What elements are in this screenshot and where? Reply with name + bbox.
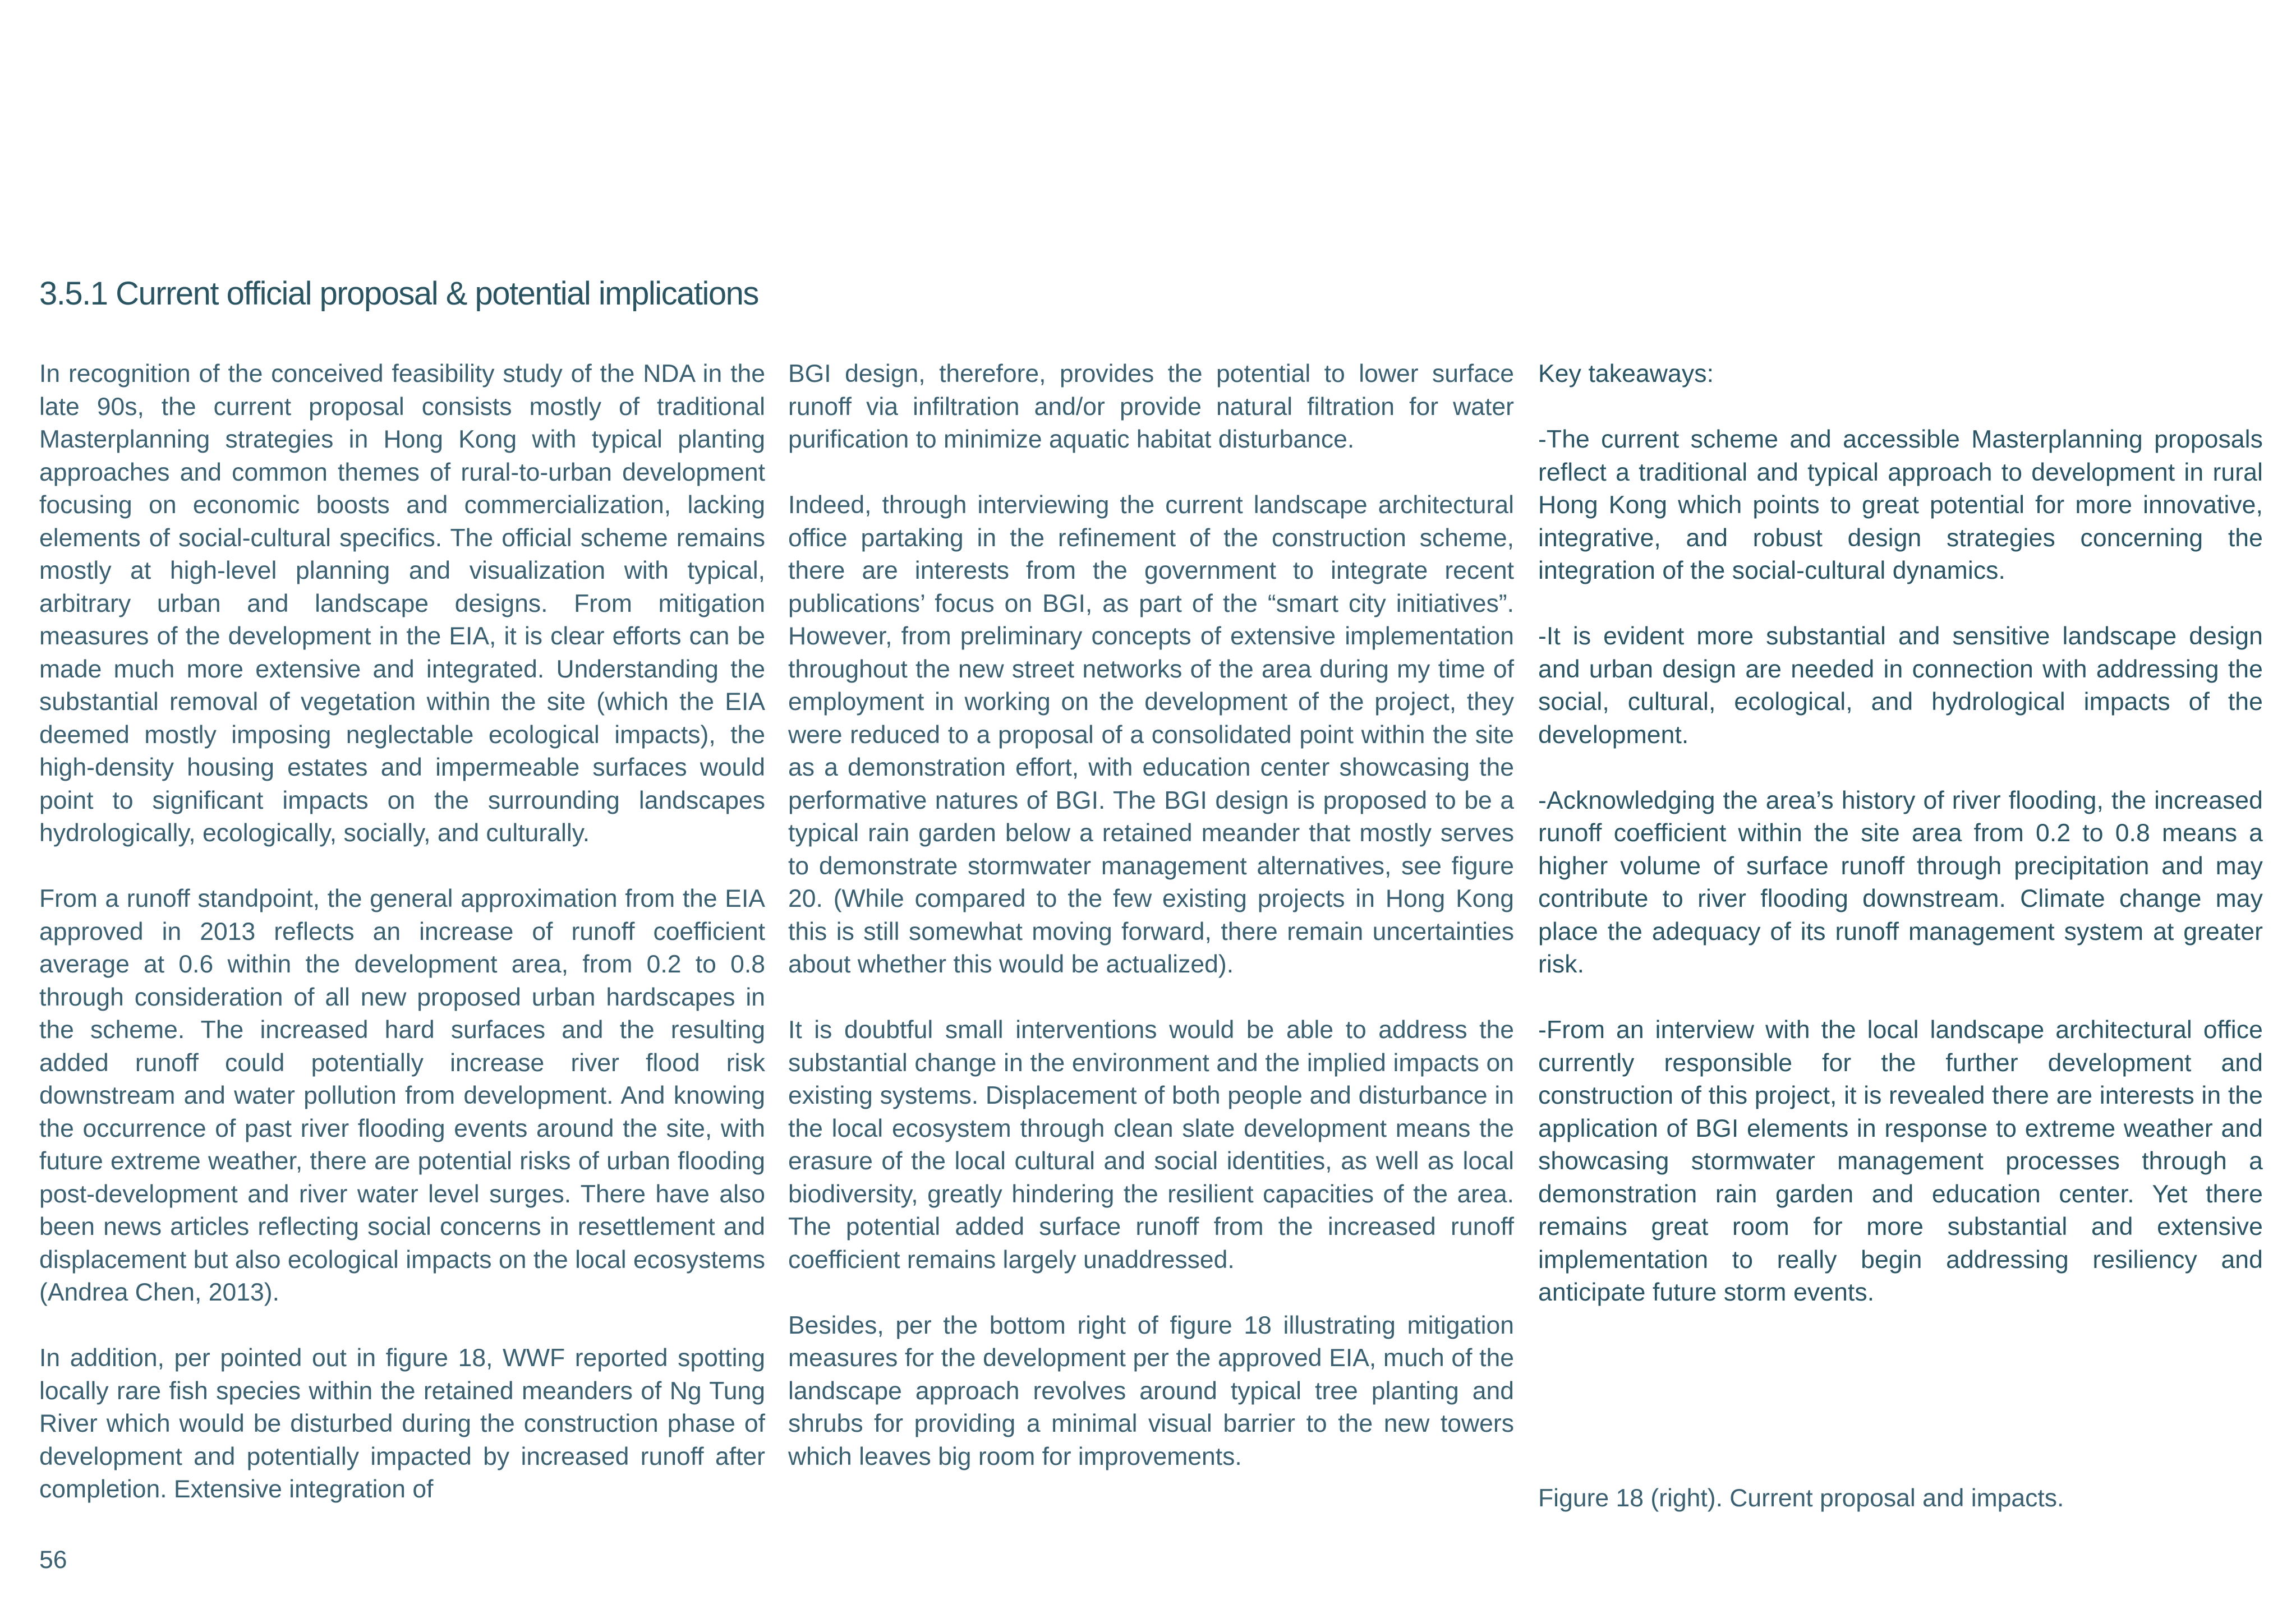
- body-column-1: [39, 358, 765, 1506]
- page-number: 56: [39, 1546, 67, 1574]
- paragraph: Indeed, through interviewing the current landscape architectural office partaking in the refinement of the construction scheme, there are interests from the government to integrate recent publications’ focus on BGI, as part of the “smart city initiatives”. However, from preliminary concepts of extensive implementation throughout the new street networks of the area during my time of employment in working on the development of the project, they were reduced to a proposal of a consolidated point within the site as a demonstration effort, with education center showcasing the performative natures of BGI. The BGI design is proposed to be a typical rain garden below a retained meander that mostly serves to demonstrate stormwater management alternatives, see figure 20. (While compared to the few existing projects in Hong Kong this is still somewhat moving forward, there remain uncertainties about whether this would be actualized).: [788, 491, 1514, 978]
- paragraph: Besides, per the bottom right of figure 18 illustrating mitigation measures for the development per the approved EIA, much of the landscape approach revolves around typical tree planting and shrubs for providing a minimal visual barrier to the new towers which leaves big room for improvements.: [788, 1311, 1514, 1470]
- paragraph: In addition, per pointed out in figure 18, WWF reported spotting locally rare fish species within the retained meanders of Ng Tung River which would be disturbed during the construction phase of development and potentially impacted by increased runoff after completion. Extensive integration of: [39, 1344, 765, 1503]
- paragraph: BGI design, therefore, provides the potential to lower surface runoff via infiltration and/or provide natural filtration for water purification to minimize aquatic habitat disturbance.: [788, 360, 1514, 453]
- takeaway-item: -Acknowledging the area’s history of river flooding, the increased runoff coefficient within the site area from 0.2 to 0.8 means a higher volume of surface runoff through precipitation and may contribute to river flooding downstream. Climate change may place the adequacy of its runoff management system at greater risk.: [1538, 786, 2263, 978]
- body-column-2: [788, 358, 1514, 1473]
- takeaway-item: -From an interview with the local landscape architectural office currently responsible for the further development and construction of this project, it is revealed there are interests in the application of BGI elements in response to extreme weather and showcasing stormwater management processes through a demonstration rain garden and education center. Yet there remains great room for more substantial and extensive implementation to really begin addressing resiliency and anticipate future storm events.: [1538, 1016, 2263, 1306]
- figure-caption: Figure 18 (right). Current proposal and impacts.: [1538, 1484, 2064, 1512]
- paragraph: It is doubtful small interventions would be able to address the substantial change in the environment and the implied impacts on existing systems. Displacement of both people and disturbance in the local ecosystem through clean slate development means the erasure of the local cultural and social identities, as well as local biodiversity, greatly hindering the resilient capacities of the area. The potential added surface runoff from the increased runoff coefficient remains largely unaddressed.: [788, 1016, 1514, 1274]
- key-takeaways-column: [1538, 358, 2263, 1310]
- paragraph: From a runoff standpoint, the general approximation from the EIA approved in 2013 reflects an increase of runoff coefficient average at 0.6 within the development area, from 0.2 to 0.8 through consideration of all new proposed urban hardscapes in the scheme. The increased hard surfaces and the resulting added runoff could potentially increase river flood risk downstream and water pollution from development. And knowing the occurrence of past river flooding events around the site, with future extreme weather, there are potential risks of urban flooding post-development and river water level surges. There have also been news articles reflecting social concerns in resettlement and displacement but also ecological impacts on the local ecosystems (Andrea Chen, 2013).: [39, 885, 765, 1306]
- paragraph: In recognition of the conceived feasibility study of the NDA in the late 90s, the current proposal consists mostly of traditional Masterplanning strategies in Hong Kong with typical planting approaches and common themes of rural-to-urban development focusing on economic boosts and commercialization, lacking elements of social-cultural specifics. The official scheme remains mostly at high-level planning and visualization with typical, arbitrary urban and landscape designs. From mitigation measures of the development in the EIA, it is clear efforts can be made much more extensive and integrated. Understanding the substantial removal of vegetation within the site (which the EIA deemed mostly imposing neglectable ecological impacts), the high-density housing estates and impermeable surfaces would point to significant impacts on the surrounding landscapes hydrologically, ecologically, socially, and culturally.: [39, 360, 765, 847]
- key-takeaways-title: Key takeaways:: [1538, 360, 1714, 388]
- section-heading: 3.5.1 Current official proposal & potential implications: [39, 275, 758, 312]
- takeaway-item: -The current scheme and accessible Masterplanning proposals reflect a traditional and typical approach to development in rural Hong Kong which points to great potential for more innovative, integrative, and robust design strategies concerning the integration of the social-cultural dynamics.: [1538, 426, 2263, 584]
- takeaway-item: -It is evident more substantial and sensitive landscape design and urban design are needed in connection with addressing the social, cultural, ecological, and hydrological impacts of the development.: [1538, 623, 2263, 749]
